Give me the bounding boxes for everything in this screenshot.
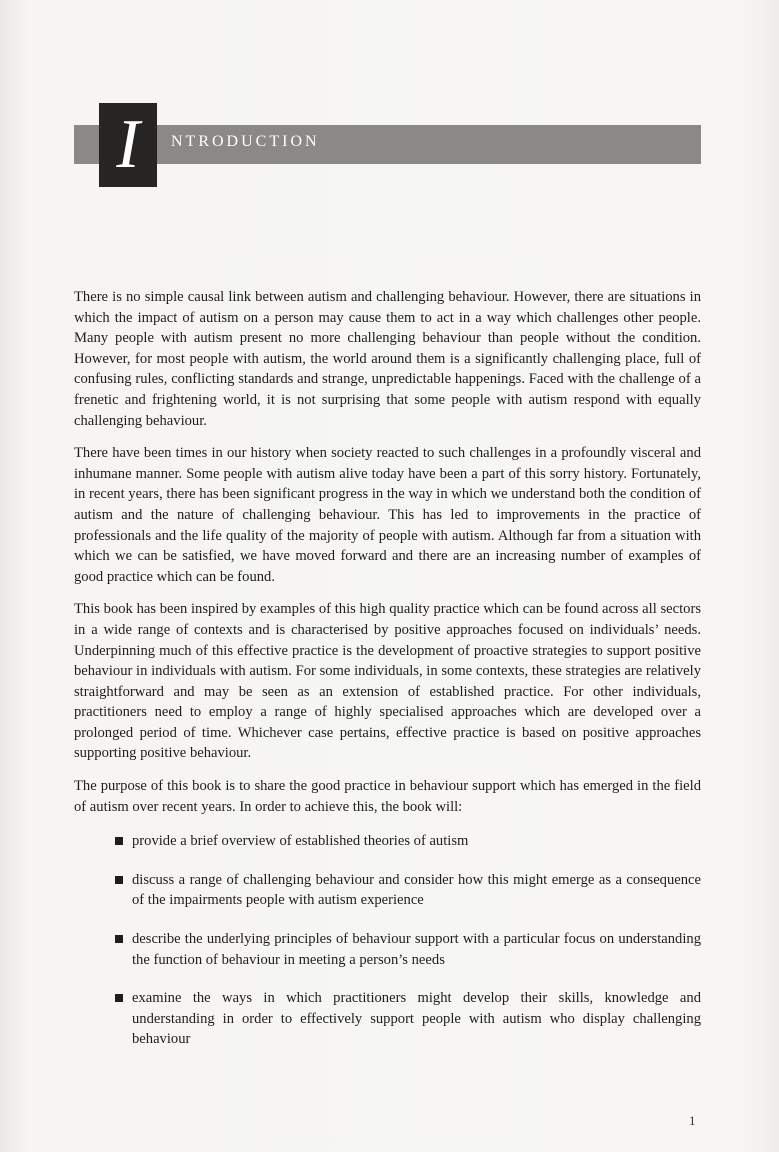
list-item xyxy=(74,988,701,1050)
paragraph-4: The purpose of this book is to share the good practice in behaviour support which has emerged in the field of autism over recent years. In order to achieve this, the book will: xyxy=(74,778,701,815)
chapter-heading-banner xyxy=(74,125,701,164)
list-item-text: provide a brief overview of established theories of autism xyxy=(132,833,469,850)
show-through-text xyxy=(80,96,700,118)
body-text xyxy=(74,287,701,1068)
square-bullet-icon xyxy=(115,876,123,884)
list-item xyxy=(74,831,701,852)
paragraph-3: This book has been inspired by examples of this high quality practice which can be found across all sectors in a wide range of contexts and is characterised by positive approaches focused on individuals’ needs. Underpinning much of this effective practice is the development of proactive strategies to support positive behaviour in individuals with autism. For some individuals, in some contexts, these strategies are relatively straightforward and may be seen as an extension of established practice. For other individuals, practitioners need to employ a range of highly specialised approaches which are developed over a prolonged period of time. Whichever case pertains, effective practice is based on positive approaches supporting positive behaviour. xyxy=(74,601,701,762)
list-item xyxy=(74,929,701,970)
square-bullet-icon xyxy=(115,935,123,943)
paragraph-1: There is no simple causal link between autism and challenging behaviour. However, there are situations in which the impact of autism on a person may cause them to act in a way which challenges other people. Many people with autism present no more challenging behaviour than people without the condition. However, for most people with autism, the world around them is a significantly challenging place, full of confusing rules, conflicting standards and strange, unpredictable happenings. Faced with the challenge of a frenetic and frightening world, it is not surprising that some people with autism respond with equally challenging behaviour. xyxy=(74,289,701,429)
page-number: 1 xyxy=(689,1113,696,1128)
list-item xyxy=(74,870,701,911)
list-item-text: describe the underlying principles of behaviour support with a particular focus on understanding the function of behaviour in meeting a person’s needs xyxy=(132,931,701,968)
square-bullet-icon xyxy=(115,837,123,845)
list-item-text: examine the ways in which practitioners might develop their skills, knowledge and understanding in order to effectively support people with autism who display challenging behaviour xyxy=(132,990,701,1048)
drop-cap-initial: I xyxy=(99,103,157,187)
bullet-list xyxy=(74,831,701,1050)
square-bullet-icon xyxy=(115,994,123,1002)
chapter-title: NTRODUCTION xyxy=(171,133,320,150)
paragraph-2: There have been times in our history when society reacted to such challenges in a profoundly visceral and inhumane manner. Some people with autism alive today have been a part of this sorry history. Fortunately, in recent years, there has been significant progress in the way in which we understand both the condition of autism and the nature of challenging behaviour. This has led to improvements in the practice of professionals and the life quality of the majority of people with autism. Although far from a situation with which we can be satisfied, we have moved forward and there are an increasing number of examples of good practice which can be found. xyxy=(74,445,701,585)
list-item-text: discuss a range of challenging behaviour and consider how this might emerge as a consequence of the impairments people with autism experience xyxy=(132,871,701,909)
